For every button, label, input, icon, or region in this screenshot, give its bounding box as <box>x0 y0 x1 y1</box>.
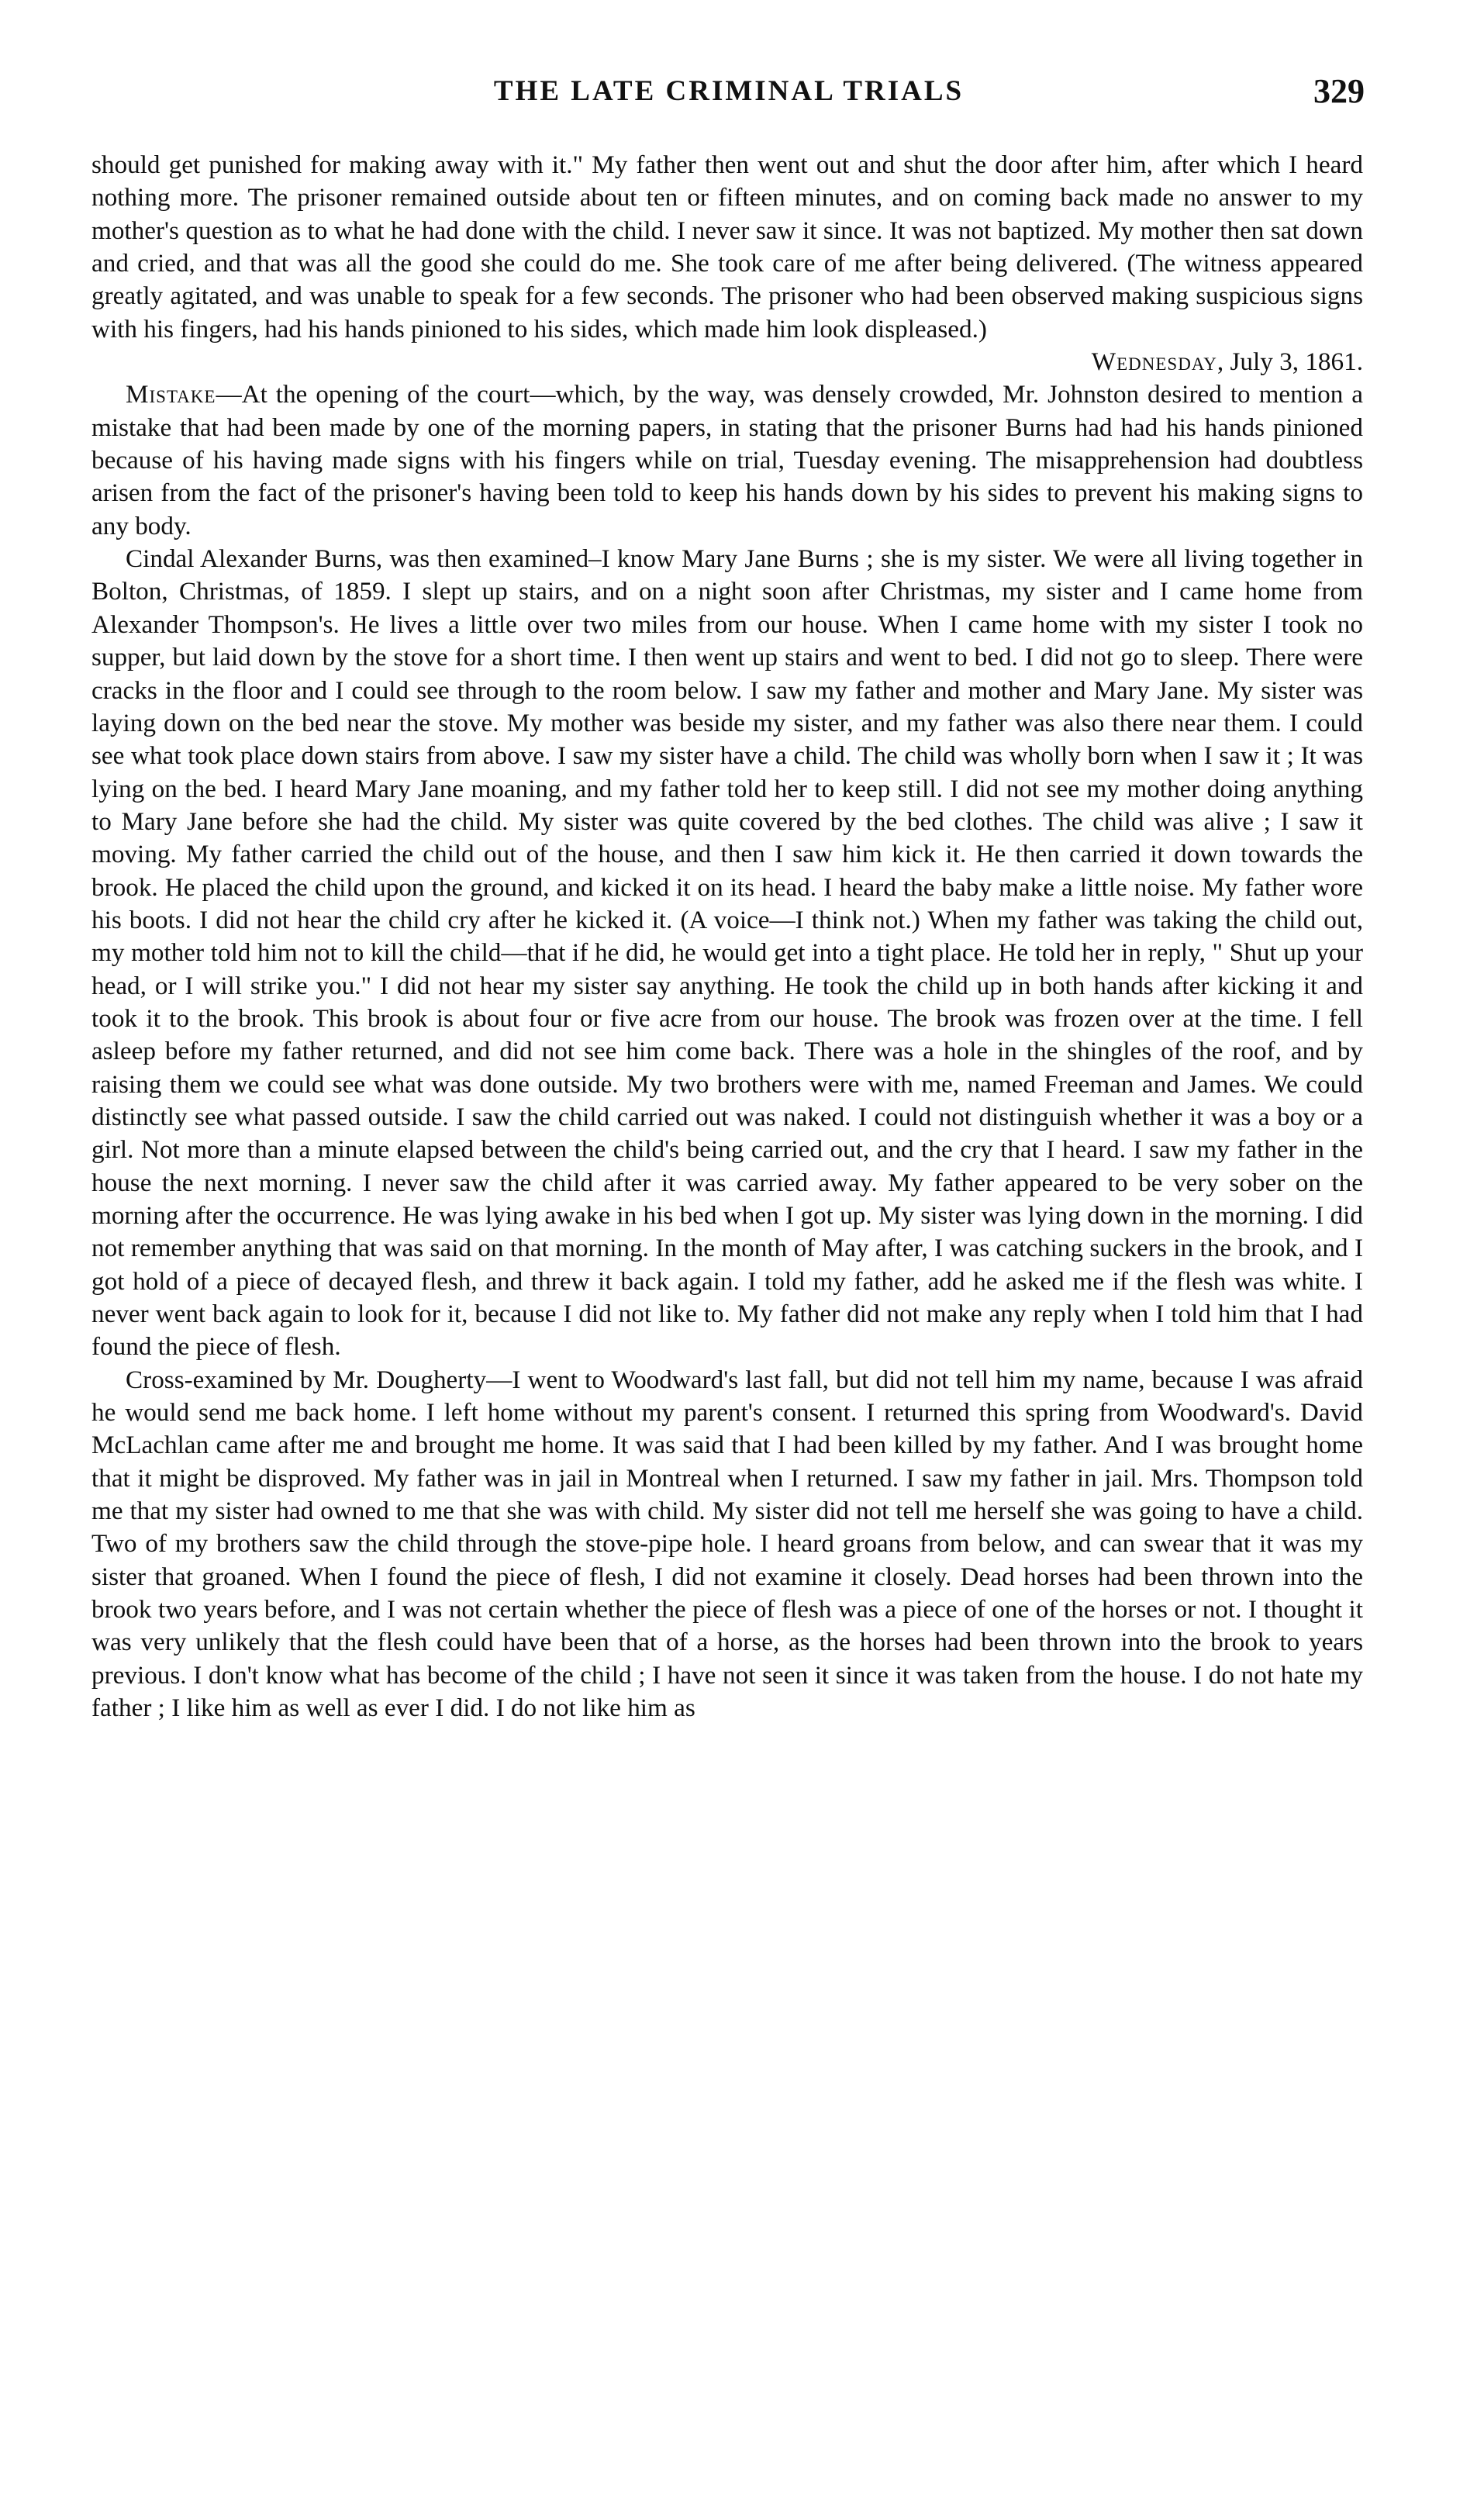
paragraph-mistake <box>91 378 1363 543</box>
dateline-date: , July 3, 1861. <box>1217 347 1363 377</box>
running-head <box>93 74 1365 121</box>
paragraph-mistake-text: —At the opening of the court—which, by the way, was densely crowded, Mr. Johnston desired to mention a mistake that had been made by one of the morning papers, in stating that the prisoner Burns had had his hands pinioned because of his having made signs with his fingers while on trial, Tuesday evening. The misapprehension had doubtless arisen from the fact of the prisoner's having been told to keep his hands down by his sides to prevent his making signs to any body. <box>91 380 1363 540</box>
page-header-title: THE LATE CRIMINAL TRIALS <box>493 75 965 107</box>
paragraph-cross-examination: Cross-examined by Mr. Dougherty—I went to Woodward's last fall, but did not tell him my name, because I was afraid he would send me back home. I left home without my parent's consent. I returned this spring from Woodward's. David McLachlan came after me and brought me home. It was said that I had been killed by my father. And I was brought home that it might be disproved. My father was in jail in Montreal when I returned. I saw my father in jail. Mrs. Thompson told me that my sister had owned to me that she was with child. My sister did not tell me herself she was going to have a child. Two of my brothers saw the child through the stove-pipe hole. I heard groans from below, and can swear that it was my sister that groaned. When I found the piece of flesh, I did not examine it closely. Dead horses had been thrown into the brook two years before, and I was not certain whether the piece of flesh was a piece of one of the horses or not. I thought it was very unlikely that the flesh could have been that of a horse, as the horses had been thrown into the brook to years previous. I don't know what has become of the child ; I have not seen it since it was taken from the house. I do not hate my father ; I like him as well as ever I did. I do not like him as <box>91 1365 1363 1723</box>
paragraph-lead-word: Mistake <box>126 380 216 409</box>
dateline-day: Wednesday <box>1091 347 1217 377</box>
page-number: 329 <box>1313 72 1365 110</box>
paragraph-continuation: should get punished for making away with it." My father then went out and shut the door after him, after which I heard nothing more. The prisoner remained outside about ten or fifteen minutes, and on coming back made no answer to my mother's question as to what he had done with the child. I never saw it since. It was not baptized. My mother then sat down and cried, and that was all the good she could do me. She took care of me after being delivered. (The witness appeared greatly agitated, and was unable to speak for a few seconds. The prisoner who had been observed making suspicious signs with his fingers, had his hands pinioned to his sides, which made him look displeased.) <box>91 150 1363 344</box>
body-text <box>91 149 1363 1725</box>
dateline <box>91 346 1363 378</box>
paragraph-examination: Cindal Alexander Burns, was then examined–I know Mary Jane Burns ; she is my sister. We were all living together in Bolton, Christmas, of 1859. I slept up stairs, and on a night soon after Christmas, my sister and I came home from Alexander Thompson's. He lives a little over two miles from our house. When I came home with my sister I took no supper, but laid down by the stove for a short time. I then went up stairs and went to bed. I did not go to sleep. There were cracks in the floor and I could see through to the room below. I saw my father and mother and Mary Jane. My sister was laying down on the bed near the stove. My mother was beside my sister, and my father was also there near them. I could see what took place down stairs from above. I saw my sister have a child. The child was wholly born when I saw it ; It was lying on the bed. I heard Mary Jane moaning, and my father told her to keep still. I did not see my mother doing anything to Mary Jane before she had the child. My sister was quite covered by the bed clothes. The child was alive ; I saw it moving. My father carried the child out of the house, and then I saw him kick it. He then carried it down towards the brook. He placed the child upon the ground, and kicked it on its head. I heard the baby make a little noise. My father wore his boots. I did not hear the child cry after he kicked it. (A voice—I think not.) When my father was taking the child out, my mother told him not to kill the child—that if he did, he would get into a tight place. He told her in reply, " Shut up your head, or I will strike you." I did not hear my sister say anything. He took the child up in both hands after kicking it and took it to the brook. This brook is about four or five acre from our house. The brook was frozen over at the time. I fell asleep before my father returned, and did not see him come back. There was a hole in the shingles of the roof, and by raising them we could see what was done outside. My two brothers were with me, named Freeman and James. We could distinctly see what passed outside. I saw the child carried out was naked. I could not distinguish whether it was a boy or a girl. Not more than a minute elapsed between the child's being carried out, and the cry that I heard. I saw my father in the house the next morning. I never saw the child after it was carried away. My father appeared to be very sober on the morning after the occurrence. He was lying awake in his bed when I got up. My sister was lying down in the morning. I did not remember anything that was said on that morning. In the month of May after, I was catching suckers in the brook, and I got hold of a piece of decayed flesh, and threw it back again. I told my father, add he asked me if the flesh was white. I never went back again to look for it, because I did not like to. My father did not make any reply when I told him that I had found the piece of flesh. <box>91 544 1363 1362</box>
